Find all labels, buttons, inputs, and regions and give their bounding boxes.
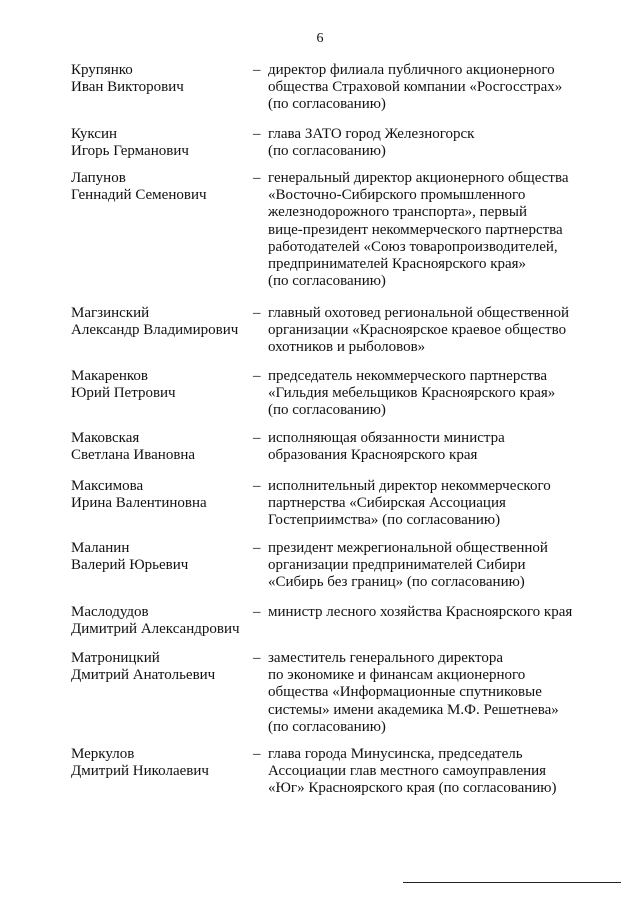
member-given-names: Светлана Ивановна bbox=[71, 447, 196, 464]
dash-separator: – bbox=[253, 368, 261, 384]
position-line: Ассоциации глав местного самоуправления bbox=[268, 763, 547, 780]
position-line: «Гильдия мебельщиков Красноярского края» bbox=[268, 385, 556, 402]
member-given-names: Валерий Юрьевич bbox=[71, 557, 189, 574]
member-name bbox=[71, 62, 251, 96]
member-given-names: Александр Владимирович bbox=[71, 322, 239, 339]
member-given-names: Геннадий Семенович bbox=[71, 187, 207, 204]
dash-separator: – bbox=[253, 540, 261, 556]
position-line: генеральный директор акционерного общества bbox=[268, 170, 569, 186]
member-surname: Макаренков bbox=[71, 368, 149, 384]
dash-separator: – bbox=[253, 430, 261, 446]
position-line: партнерства «Сибирская Ассоциация bbox=[268, 495, 506, 512]
position-line: «Сибирь без границ» (по согласованию) bbox=[268, 574, 525, 591]
position-line: предпринимателей Красноярского края» bbox=[268, 256, 527, 273]
member-name bbox=[71, 604, 251, 638]
member-given-names: Юрий Петрович bbox=[71, 385, 176, 402]
member-given-names: Иван Викторович bbox=[71, 79, 184, 96]
dash-separator: – bbox=[253, 170, 261, 186]
dash-separator: – bbox=[253, 746, 261, 762]
member-surname: Лапунов bbox=[71, 170, 126, 186]
member-name bbox=[71, 368, 251, 402]
position-line: вице-президент некоммерческого партнерства bbox=[268, 221, 563, 238]
position-line: организации «Красноярское краевое общество bbox=[268, 322, 567, 339]
position-line: (по согласованию) bbox=[268, 143, 386, 160]
position-line: общества «Информационные спутниковые bbox=[268, 684, 542, 701]
member-position bbox=[268, 430, 588, 464]
member-surname: Маковская bbox=[71, 430, 140, 446]
position-line: охотников и рыболовов» bbox=[268, 339, 426, 356]
member-position bbox=[268, 305, 588, 357]
position-line: системы» имени академика М.Ф. Решетнева» bbox=[268, 701, 559, 718]
member-name bbox=[71, 170, 251, 204]
member-surname: Магзинский bbox=[71, 305, 150, 321]
member-surname: Маслодудов bbox=[71, 604, 149, 620]
position-line: «Юг» Красноярского края (по согласованию) bbox=[268, 780, 557, 797]
position-line: образования Красноярского края bbox=[268, 447, 478, 464]
dash-separator: – bbox=[253, 305, 261, 321]
member-surname: Максимова bbox=[71, 478, 144, 494]
position-line: главный охотовед региональной общественной bbox=[268, 305, 569, 321]
position-line: (по согласованию) bbox=[268, 402, 386, 419]
position-line: глава города Минусинска, председатель bbox=[268, 746, 523, 762]
position-line: железнодорожного транспорта», первый bbox=[268, 204, 528, 221]
member-name bbox=[71, 478, 251, 512]
member-position bbox=[268, 604, 588, 621]
dash-separator: – bbox=[253, 62, 261, 78]
member-surname: Матроницкий bbox=[71, 650, 160, 666]
dash-separator: – bbox=[253, 650, 261, 666]
member-name bbox=[71, 746, 251, 780]
member-given-names: Ирина Валентиновна bbox=[71, 495, 207, 512]
member-given-names: Дмитрий Анатольевич bbox=[71, 667, 216, 684]
position-line: общества Страховой компании «Росгосстрах» bbox=[268, 79, 563, 96]
position-line: по экономике и финансам акционерного bbox=[268, 667, 526, 684]
position-line: (по согласованию) bbox=[268, 718, 386, 735]
member-position bbox=[268, 650, 588, 736]
footer-rule bbox=[403, 882, 621, 883]
position-line: Гостеприимства» (по согласованию) bbox=[268, 512, 501, 529]
member-name bbox=[71, 540, 251, 574]
member-surname: Куксин bbox=[71, 126, 118, 142]
position-line: президент межрегиональной общественной bbox=[268, 540, 548, 556]
member-position bbox=[268, 746, 588, 798]
dash-separator: – bbox=[253, 604, 261, 620]
position-line: работодателей «Союз товаропроизводителей, bbox=[268, 238, 558, 255]
position-line: организации предпринимателей Сибири bbox=[268, 557, 526, 574]
dash-separator: – bbox=[253, 478, 261, 494]
member-position bbox=[268, 170, 588, 290]
member-given-names: Димитрий Александрович bbox=[71, 621, 240, 638]
position-line: исполняющая обязанности министра bbox=[268, 430, 505, 446]
member-given-names: Игорь Германович bbox=[71, 143, 189, 160]
member-name bbox=[71, 305, 251, 339]
position-line: (по согласованию) bbox=[268, 96, 386, 113]
member-given-names: Дмитрий Николаевич bbox=[71, 763, 209, 780]
position-line: председатель некоммерческого партнерства bbox=[268, 368, 548, 384]
member-name bbox=[71, 650, 251, 684]
member-surname: Маланин bbox=[71, 540, 130, 556]
dash-separator: – bbox=[253, 126, 261, 142]
member-surname: Крупянко bbox=[71, 62, 133, 78]
position-line: (по согласованию) bbox=[268, 273, 386, 290]
position-line: министр лесного хозяйства Красноярского края bbox=[268, 604, 573, 620]
position-line: исполнительный директор некоммерческого bbox=[268, 478, 551, 494]
page-number: 6 bbox=[316, 31, 324, 46]
position-line: «Восточно-Сибирского промышленного bbox=[268, 187, 526, 204]
position-line: заместитель генерального директора bbox=[268, 650, 504, 666]
member-name bbox=[71, 430, 251, 464]
position-line: глава ЗАТО город Железногорск bbox=[268, 126, 475, 142]
member-position bbox=[268, 540, 588, 592]
member-position bbox=[268, 478, 588, 530]
position-line: директор филиала публичного акционерного bbox=[268, 62, 555, 78]
member-position bbox=[268, 368, 588, 420]
member-position bbox=[268, 62, 588, 114]
member-position bbox=[268, 126, 588, 160]
member-surname: Меркулов bbox=[71, 746, 135, 762]
member-name bbox=[71, 126, 251, 160]
